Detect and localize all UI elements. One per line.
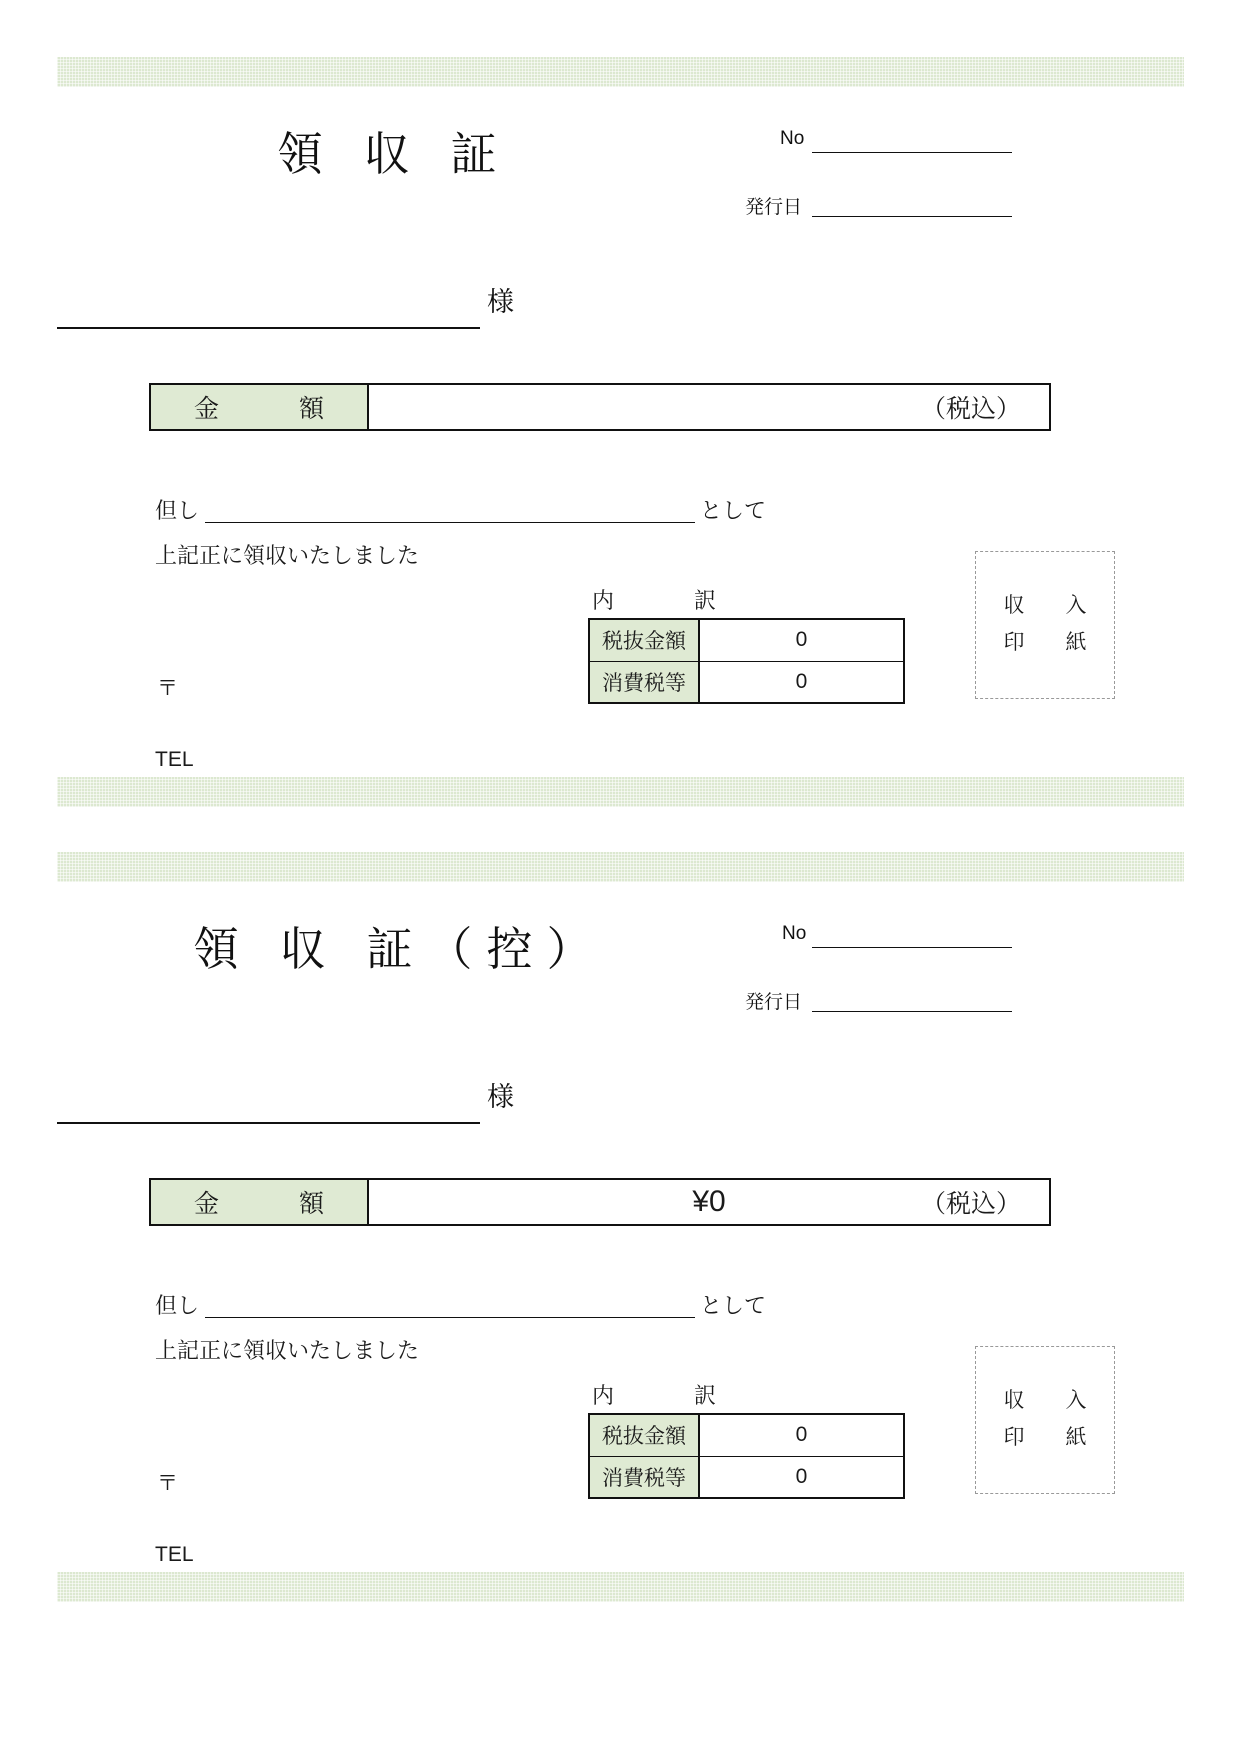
stamp-line-1: 収 入: [1003, 594, 1097, 618]
issuer-postal-code-label: 〒: [157, 677, 178, 700]
receipt-number-field-copy[interactable]: [812, 947, 1012, 948]
issuer-postal-code-label-copy: 〒: [157, 1472, 178, 1495]
amount-tax-note-copy: （税込）: [920, 1190, 1021, 1218]
decorative-band-middle-2: [57, 852, 1184, 882]
note-label-copy: 但し: [155, 1293, 200, 1318]
breakdown-key: 消費税等: [589, 661, 699, 703]
amount-row-copy: [149, 1178, 1051, 1226]
table-row: [589, 619, 904, 661]
customer-name-suffix: 様: [487, 287, 514, 317]
breakdown-title: 内 訳: [592, 588, 729, 613]
amount-value-copy: ¥0: [692, 1185, 726, 1218]
note-suffix-copy: として: [700, 1293, 767, 1318]
confirmation-text-copy: 上記正に領収いたしました: [155, 1338, 420, 1363]
page-title: 領 収 証: [277, 128, 511, 180]
amount-value-cell-copy[interactable]: [369, 1180, 1049, 1224]
breakdown-title-copy: 内 訳: [592, 1383, 729, 1408]
issue-date-field-copy[interactable]: [812, 1011, 1012, 1012]
breakdown-table-copy: [588, 1413, 905, 1499]
breakdown-value[interactable]: 0: [699, 1414, 904, 1456]
customer-name-field-copy[interactable]: [57, 1122, 480, 1124]
note-suffix: として: [700, 498, 767, 523]
decorative-band-bottom: [57, 1572, 1184, 1602]
note-label: 但し: [155, 498, 200, 523]
confirmation-text: 上記正に領収いたしました: [155, 543, 420, 568]
amount-tax-note: （税込）: [920, 395, 1021, 423]
revenue-stamp-box-copy: [975, 1346, 1115, 1494]
amount-label: 金 額: [151, 385, 369, 429]
amount-label-copy: 金 額: [151, 1180, 369, 1224]
issuer-tel-label: TEL: [155, 748, 194, 771]
stamp-line-1-copy: 収 入: [1003, 1389, 1097, 1413]
breakdown-value[interactable]: 0: [699, 1456, 904, 1498]
issue-date-label-copy: 発行日: [745, 992, 803, 1013]
breakdown-value[interactable]: 0: [699, 661, 904, 703]
decorative-band-middle-1: [57, 777, 1184, 807]
page-title-copy: 領 収 証（控）: [193, 923, 607, 975]
issuer-tel-label-copy: TEL: [155, 1543, 194, 1566]
decorative-band-top: [57, 57, 1184, 87]
note-field[interactable]: [205, 522, 695, 523]
stamp-line-2: 印 紙: [1003, 631, 1097, 654]
breakdown-key: 消費税等: [589, 1456, 699, 1498]
table-row: [589, 1414, 904, 1456]
receipt-number-label-copy: No: [782, 923, 807, 944]
breakdown-table: [588, 618, 905, 704]
table-row: [589, 661, 904, 703]
receipt-number-field[interactable]: [812, 152, 1012, 153]
table-row: [589, 1456, 904, 1498]
customer-name-field[interactable]: [57, 327, 480, 329]
breakdown-value[interactable]: 0: [699, 619, 904, 661]
amount-row: [149, 383, 1051, 431]
breakdown-key: 税抜金額: [589, 1414, 699, 1456]
customer-name-suffix-copy: 様: [487, 1082, 514, 1112]
amount-value-cell[interactable]: [369, 385, 1049, 429]
stamp-line-2-copy: 印 紙: [1003, 1426, 1097, 1449]
issue-date-field[interactable]: [812, 216, 1012, 217]
revenue-stamp-box: [975, 551, 1115, 699]
receipt-number-label: No: [780, 128, 805, 149]
note-field-copy[interactable]: [205, 1317, 695, 1318]
breakdown-key: 税抜金額: [589, 619, 699, 661]
issue-date-label: 発行日: [745, 197, 803, 218]
